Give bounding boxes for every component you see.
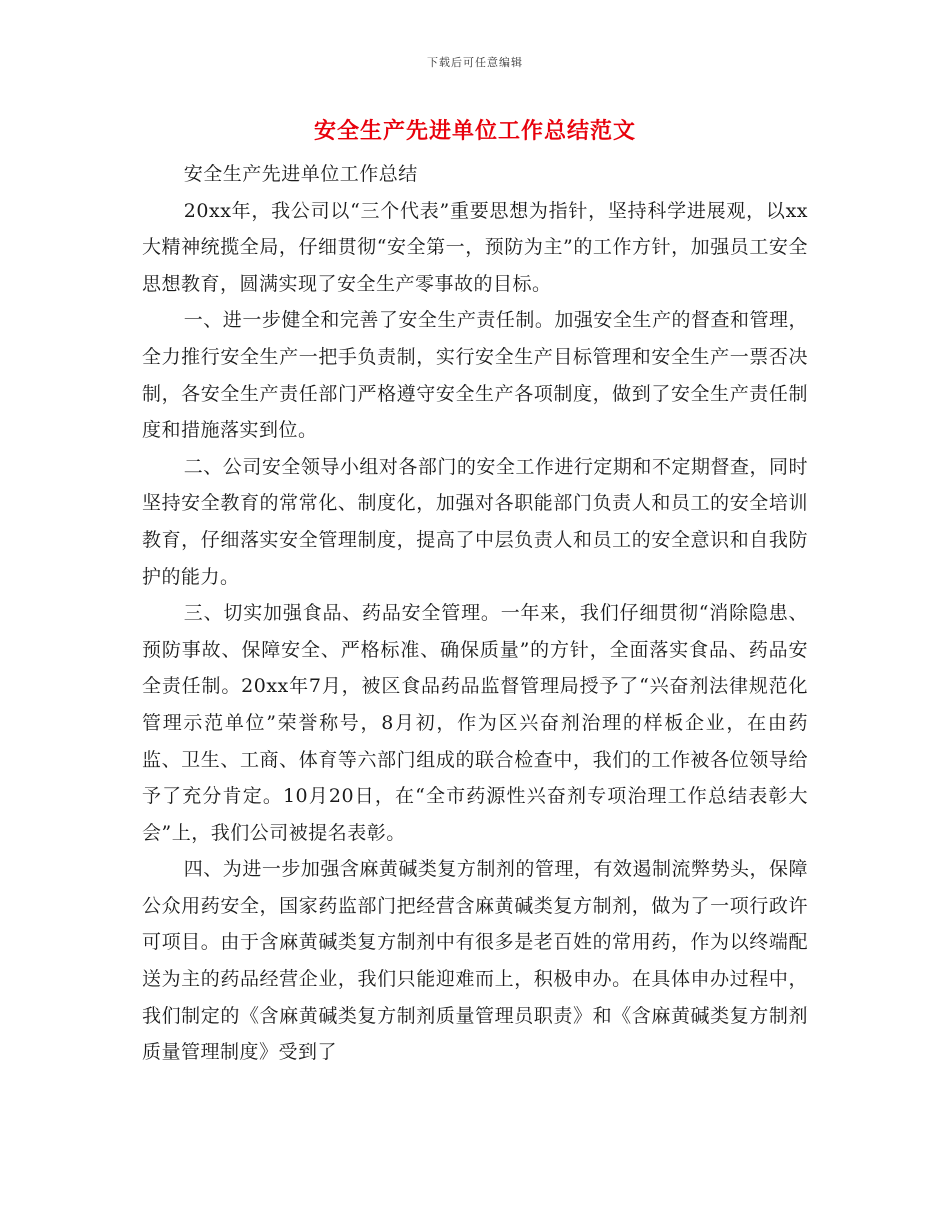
paragraph-section-3: 三、切实加强食品、药品安全管理。一年来，我们仔细贯彻“消除隐患、预防事故、保障安全、严格标准、确保质量”的方针，全面落实食品、药品安全责任制。20xx年7月，被区食品药品监督管理局授予了“兴奋剂法律规范化管理示范单位”荣誉称号，8月初，作为区兴奋剂治理的样板企业，在由药监、卫生、工商、体育等六部门组成的联合检查中，我们的工作被各位领导给予了充分肯定。10月20日，在“全市药源性兴奋剂专项治理工作总结表彰大会”上，我们公司被提名表彰。 xyxy=(142,602,808,844)
paragraph-section-1: 一、进一步健全和完善了安全生产责任制。加强安全生产的督查和管理，全力推行安全生产一把手负责制，实行安全生产目标管理和安全生产一票否决制，各安全生产责任部门严格遵守安全生产各项制度，做到了安全生产责任制度和措施落实到位。 xyxy=(142,309,808,442)
document-body xyxy=(142,156,808,1071)
paragraph-intro: 20xx年，我公司以“三个代表”重要思想为指针，坚持科学进展观，以xx大精神统揽全局，仔细贯彻“安全第一，预防为主”的工作方针，加强员工安全思想教育，圆满实现了安全生产零事故的目标。 xyxy=(142,199,808,295)
paragraph-subtitle: 安全生产先进单位工作总结 xyxy=(183,163,418,185)
paragraph-section-4: 四、为进一步加强含麻黄碱类复方制剂的管理，有效遏制流弊势头，保障公众用药安全，国家药监部门把经营含麻黄碱类复方制剂，做为了一项行政许可项目。由于含麻黄碱类复方制剂中有很多是老百姓的常用药，作为以终端配送为主的药品经营企业，我们只能迎难而上，积极申办。在具体申办过程中，我们制定的《含麻黄碱类复方制剂质量管理员职责》和《含麻黄碱类复方制剂质量管理制度》受到了 xyxy=(142,858,808,1064)
header-note: 下载后可任意编辑 xyxy=(427,56,523,69)
paragraph-section-2: 二、公司安全领导小组对各部门的安全工作进行定期和不定期督查，同时坚持安全教育的常常化、制度化，加强对各职能部门负责人和员工的安全培训教育，仔细落实安全管理制度，提高了中层负责人和员工的安全意识和自我防护的能力。 xyxy=(142,455,808,588)
document-title: 安全生产先进单位工作总结范文 xyxy=(313,119,636,144)
